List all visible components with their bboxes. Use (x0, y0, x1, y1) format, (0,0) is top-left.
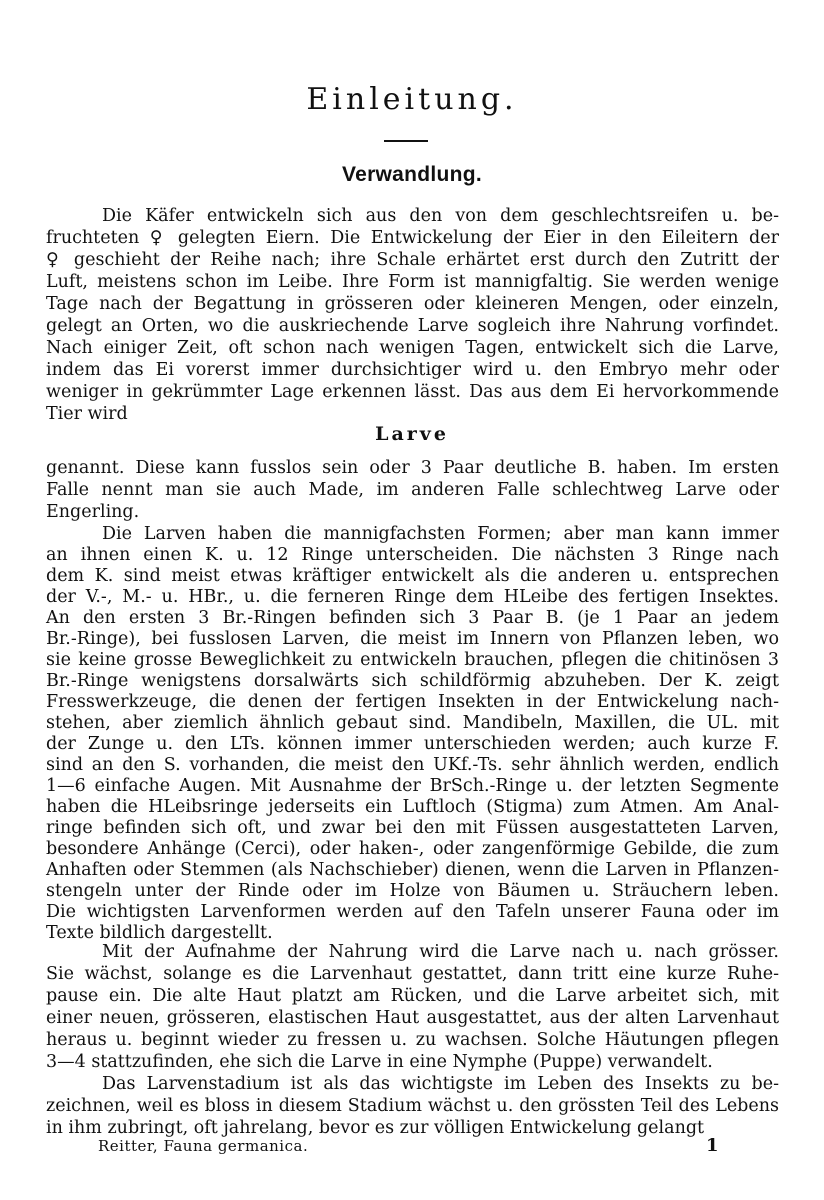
text-line: Tage nach der Begattung in grösseren oder kleineren Mengen, oder einzeln, (46, 294, 779, 314)
text-line: genannt. Diese kann fusslos sein oder 3 Paar deutliche B. haben. Im ersten (46, 458, 779, 478)
text-line: Falle nennt man sie auch Made, im anderen Falle schlechtweg Larve oder (46, 480, 779, 500)
text-line: ringe befinden sich oft, und zwar bei den mit Füssen ausgestatteten Larven, (46, 818, 779, 838)
text-line: indem das Ei vorerst immer durchsichtiger wird u. den Embryo mehr oder (46, 360, 779, 380)
page-title: Einleitung. (306, 82, 518, 117)
text-line: Fresswerkzeuge, die denen der fertigen Insekten in der Entwickelung nach- (46, 692, 779, 712)
text-line: Nach einiger Zeit, oft schon nach wenigen Tagen, entwickelt sich die Larve, (46, 338, 779, 358)
text-line: ♀ geschieht der Reihe nach; ihre Schale erhärtet erst durch den Zutritt der (46, 250, 779, 270)
text-line: an ihnen einen K. u. 12 Ringe unterscheiden. Die nächsten 3 Ringe nach (46, 545, 779, 565)
text-line: stengeln unter der Rinde oder im Holze von Bäumen u. Sträuchern leben. (46, 881, 779, 901)
text-line: Br.-Ringe), bei fusslosen Larven, die meist im Innern von Pflanzen leben, wo (46, 629, 779, 649)
text-line: zeichnen, weil es bloss in diesem Stadium wächst u. den grössten Teil des Lebens (46, 1096, 779, 1116)
text-line: Luft, meistens schon im Leibe. Ihre Form ist mannigfaltig. Sie werden wenige (46, 272, 779, 292)
text-line: sie keine grosse Beweglichkeit zu entwickeln brauchen, pflegen die chitinösen 3 (46, 650, 779, 670)
text-line: stehen, aber ziemlich ähnlich gebaut sind. Mandibeln, Maxillen, die UL. mit (46, 713, 779, 733)
section-heading: Verwandlung. (341, 163, 483, 186)
text-line: heraus u. beginnt wieder zu fressen u. zu wachsen. Solche Häutungen pflegen (46, 1030, 779, 1050)
title-rule (384, 140, 428, 142)
text-line: pause ein. Die alte Haut platzt am Rücken, und die Larve arbeitet sich, mit (46, 986, 779, 1006)
footer-author: Reitter, Fauna germanica. (98, 1137, 309, 1155)
text-line: Br.-Ringe wenigstens dorsalwärts sich schildförmig abzuheben. Der K. zeigt (46, 671, 779, 691)
page-number: 1 (706, 1135, 719, 1156)
text-line: Mit der Aufnahme der Nahrung wird die Larve nach u. nach grösser. (102, 942, 779, 962)
text-line: Die wichtigsten Larvenformen werden auf den Tafeln unserer Fauna oder im (46, 902, 779, 922)
text-line: sind an den S. vorhanden, die meist den UKf.-Ts. sehr ähnlich werden, endlich (46, 755, 779, 775)
text-line: weniger in gekrümmter Lage erkennen lässt. Das aus dem Ei hervorkommende (46, 382, 779, 402)
text-line: dem K. sind meist etwas kräftiger entwickelt als die anderen u. entsprechen (46, 566, 779, 586)
text-line: in ihm zubringt, oft jahrelang, bevor es zur völligen Entwickelung gelangt (46, 1118, 705, 1138)
text-line: Tier wird (46, 404, 128, 424)
text-line: 1—6 einfache Augen. Mit Ausnahme der BrSch.-Ringe u. der letzten Segmente (46, 776, 779, 796)
text-line: gelegt an Orten, wo die auskriechende Larve sogleich ihre Nahrung vorfindet. (46, 316, 779, 336)
text-line: Die Käfer entwickeln sich aus den von dem geschlechtsreifen u. be- (102, 206, 779, 226)
text-line: fruchteten ♀ gelegten Eiern. Die Entwickelung der Eier in den Eileitern der (46, 228, 779, 248)
text-line: besondere Anhänge (Cerci), oder haken-, oder zangenförmige Gebilde, die zum (46, 839, 779, 859)
text-line: Sie wächst, solange es die Larvenhaut gestattet, dann tritt eine kurze Ruhe- (46, 964, 779, 984)
text-line: Die Larven haben die mannigfachsten Formen; aber man kann immer (102, 524, 779, 544)
text-line: der V.-, M.- u. HBr., u. die ferneren Ringe dem HLeibe des fertigen Insektes. (46, 587, 779, 607)
text-line: Texte bildlich dargestellt. (46, 923, 273, 943)
text-line: Engerling. (46, 502, 140, 522)
text-line: An den ersten 3 Br.-Ringen befinden sich 3 Paar B. (je 1 Paar an jedem (46, 608, 779, 628)
text-line: der Zunge u. den LTs. können immer unterschieden werden; auch kurze F. (46, 734, 779, 754)
subheading-larve: Larve (375, 423, 449, 445)
text-line: Anhaften oder Stemmen (als Nachschieber) dienen, wenn die Larven in Pflanzen- (46, 860, 779, 880)
text-line: einer neuen, grösseren, elastischen Haut ausgestattet, aus der alten Larvenhaut (46, 1008, 779, 1028)
text-line: haben die HLeibsringe jederseits ein Luftloch (Stigma) zum Atmen. Am Anal- (46, 797, 779, 817)
text-line: 3—4 stattzufinden, ehe sich die Larve in eine Nymphe (Puppe) verwandelt. (46, 1052, 713, 1072)
text-line: Das Larvenstadium ist als das wichtigste im Leben des Insekts zu be- (102, 1074, 779, 1094)
